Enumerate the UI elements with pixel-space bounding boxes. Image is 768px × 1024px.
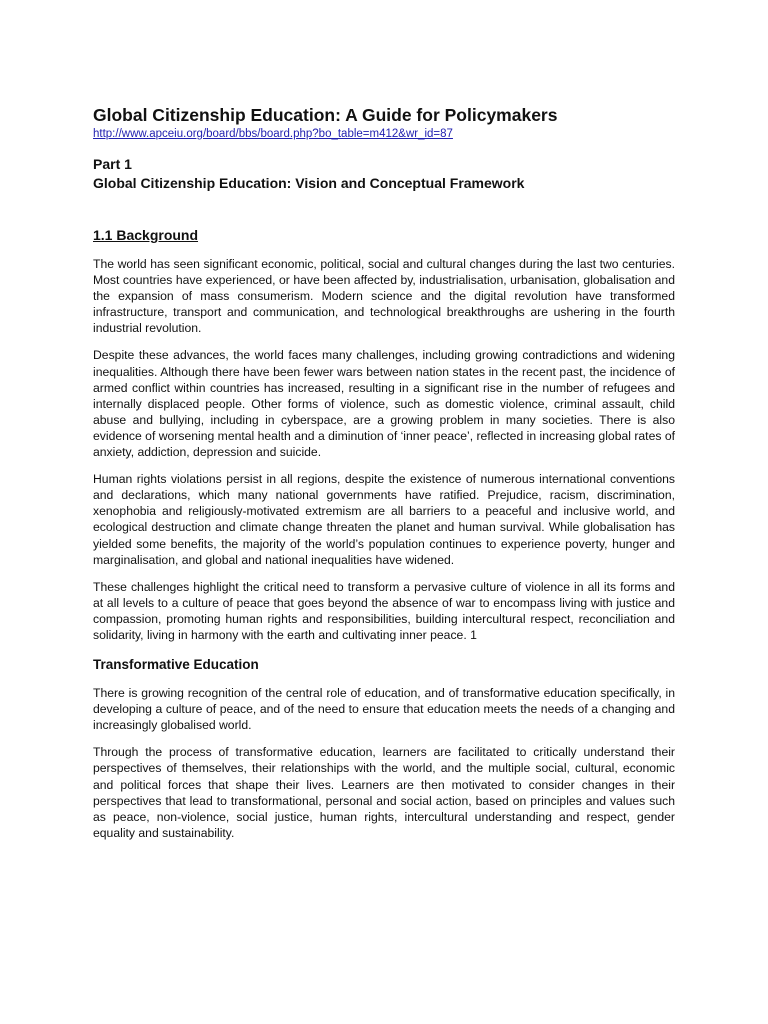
paragraph: Despite these advances, the world faces many challenges, including growing contradictions and widening inequalities. Although there have been fewer wars between nation states in the recent past, the incidence of armed conflict within countries has increased, resulting in a significant rise in the number of refugees and internally displaced people. Other forms of violence, such as domestic violence, criminal assault, child abuse and bullying, including in cyberspace, are a growing problem in many societies. There is also evidence of worsening mental health and a diminution of ‘inner peace’, reflected in increasing global rates of anxiety, addiction, depression and suicide. bbox=[93, 348, 675, 460]
document-page bbox=[93, 104, 675, 841]
paragraph: Human rights violations persist in all regions, despite the existence of numerous international conventions and declarations, which many national governments have ratified. Prejudice, racism, discrimination, xenophobia and religiously-motivated extremism are all barriers to a peaceful and inclusive world, and ecological destruction and climate change threaten the planet and human survival. While globalisation has yielded some benefits, the majority of the world’s population continues to experience poverty, hunger and marginalisation, and global and national inequalities have widened. bbox=[93, 472, 675, 567]
part-label: Part 1 bbox=[93, 156, 132, 172]
document-title: Global Citizenship Education: A Guide for Policymakers bbox=[93, 105, 558, 125]
paragraph: Through the process of transformative education, learners are facilitated to critically understand their perspectives of themselves, their relationships with the world, and the multiple social, cultural, economic and political forces that shape their lives. Learners are then motivated to consider changes in their perspectives that lead to transformational, personal and social action, based on principles and values such as peace, non-violence, social justice, human rights, intercultural understanding and respect, gender equality and sustainability. bbox=[93, 745, 675, 840]
part-title: Global Citizenship Education: Vision and Conceptual Framework bbox=[93, 175, 525, 191]
paragraph: These challenges highlight the critical need to transform a pervasive culture of violence in all its forms and at all levels to a culture of peace that goes beyond the absence of war to encompass living with justice and compassion, promoting human rights and responsibilities, building intercultural respect, reconciliation and solidarity, living in harmony with the earth and cultivating inner peace. 1 bbox=[93, 579, 675, 642]
subheading-transformative-education: Transformative Education bbox=[93, 657, 259, 673]
source-url-link[interactable]: http://www.apceiu.org/board/bbs/board.php?bo_table=m412&wr_id=87 bbox=[93, 128, 453, 140]
paragraph: The world has seen significant economic, political, social and cultural changes during the last two centuries. Most countries have experienced, or have been affected by, industrialisation, urbanisation, globalisation and the expansion of mass consumerism. Modern science and the digital revolution have transformed infrastructure, transport and communication, and technological breakthroughs are ushering in the fourth industrial revolution. bbox=[93, 257, 675, 336]
section-heading-background: 1.1 Background bbox=[93, 227, 199, 243]
paragraph: There is growing recognition of the central role of education, and of transformative education specifically, in developing a culture of peace, and of the need to ensure that education meets the needs of a changing and increasingly globalised world. bbox=[93, 686, 675, 733]
